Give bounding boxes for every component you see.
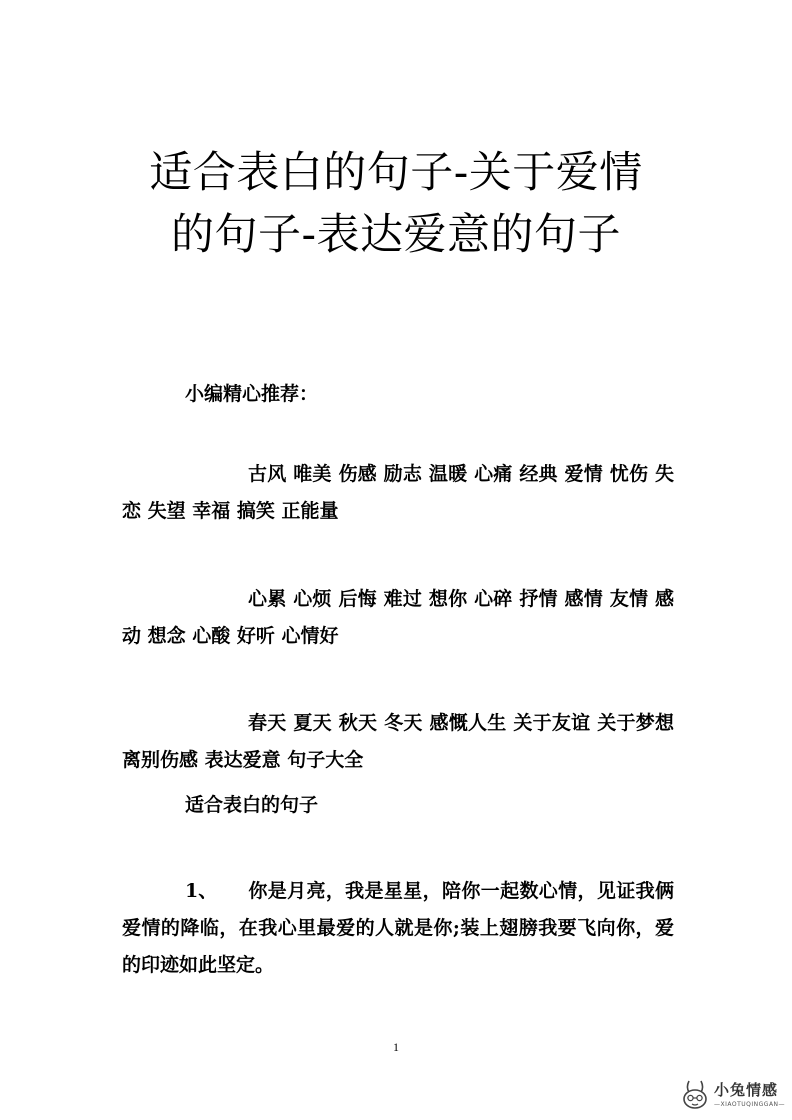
watermark-brand: 小兔情感: [714, 1081, 779, 1099]
watermark-brand-sub: —XIAOTUQINGGAN—: [714, 1101, 786, 1108]
list-item: [122, 873, 674, 984]
list-item-number: 1、: [185, 880, 218, 902]
watermark-logo: [672, 1077, 788, 1115]
tag-list-3: 春天 夏天 秋天 冬天 感慨人生 关于友谊 关于梦想 离别伤感 表达爱意 句子大全: [122, 712, 674, 771]
tag-list-1: 古风 唯美 伤感 励志 温暖 心痛 经典 爱情 忧伤 失恋 失望 幸福 搞笑 正能量: [122, 463, 674, 522]
title-line-1: 适合表白的句子-关于爱情: [149, 148, 643, 198]
document-title: [60, 142, 732, 266]
tag-list-2: 心累 心烦 后悔 难过 想你 心碎 抒情 感情 友情 感动 想念 心酸 好听 心情好: [122, 588, 674, 647]
section-title: 适合表白的句子: [185, 794, 319, 816]
intro-text: 小编精心推荐：: [185, 383, 319, 405]
list-item-text: 你是月亮，我是星星，陪你一起数心情，见证我俩爱情的降临，在我心里最爱的人就是你;装上翅膀我要飞向你，爱的印迹如此坚定。: [122, 880, 674, 976]
rabbit-face-icon: [680, 1079, 710, 1115]
page-number: 1: [393, 1040, 399, 1054]
title-line-2: 的句子-表达爱意的句子: [170, 210, 622, 260]
